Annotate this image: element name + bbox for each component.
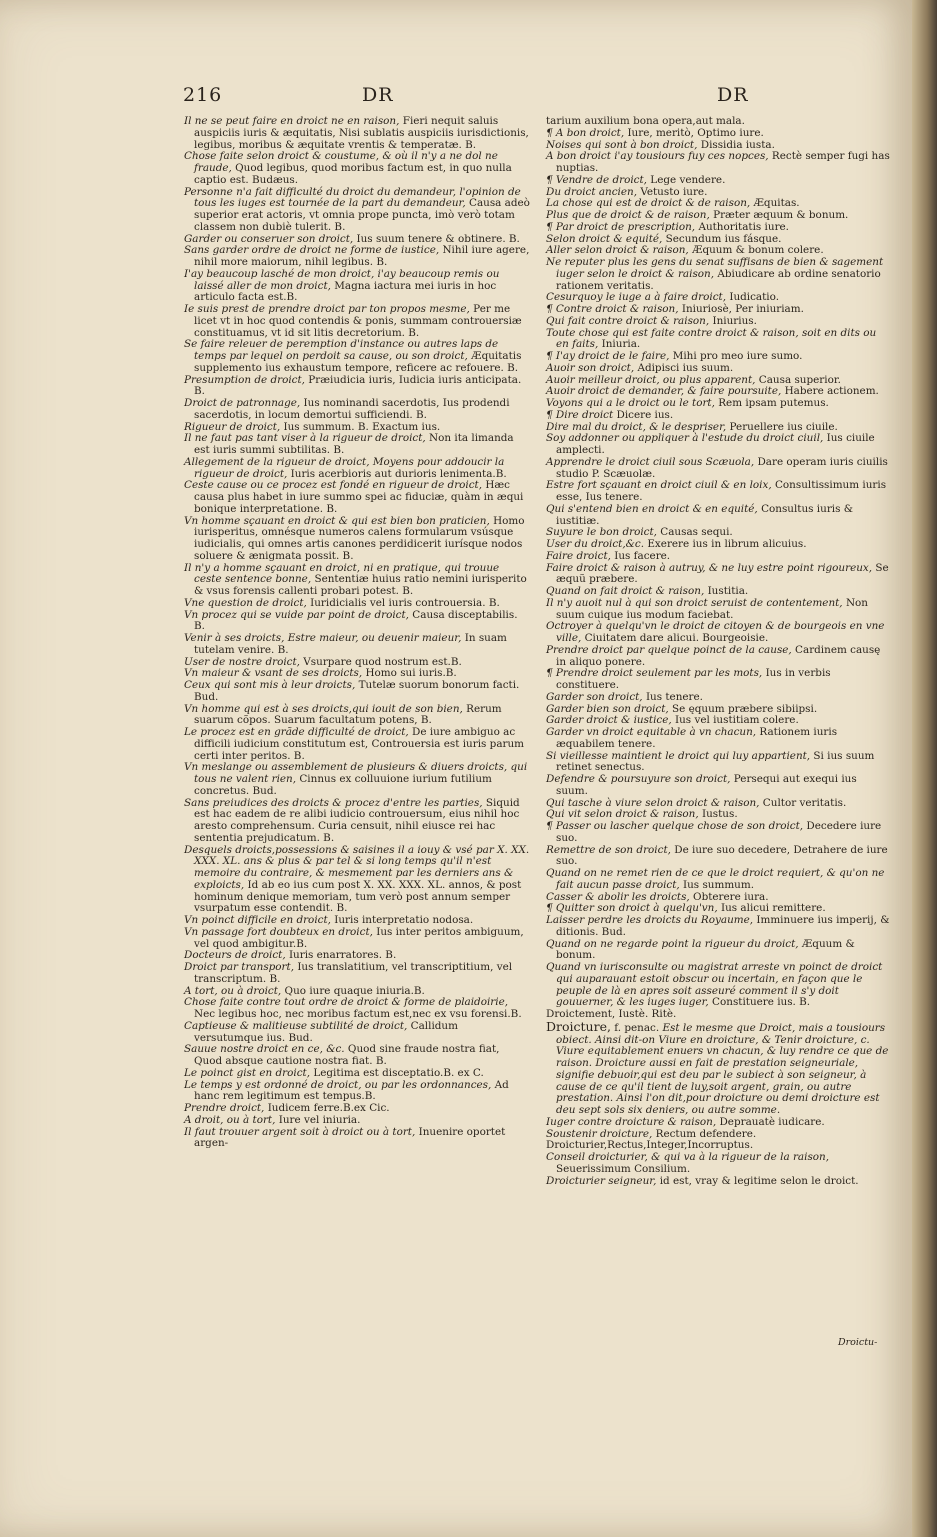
dictionary-entry — [184, 845, 530, 916]
entry-latin: Droicturier,Rectus,Integer,Incorruptus. — [546, 1139, 754, 1152]
dictionary-entry — [546, 1018, 890, 1117]
entry-latin: Ius ciuile amplecti. — [556, 432, 875, 456]
entry-french: Il ne faut pas tant viser à la rigueur de droict, — [184, 432, 426, 445]
dictionary-entry — [546, 457, 890, 481]
entry-latin: Imminuere ius imperij, & ditionis. Bud. — [556, 914, 890, 938]
entry-french: Vn maieur & vsant de ses droicts, — [184, 667, 363, 680]
entry-latin: Non ita limanda est iuris summi subtilitas. B. — [194, 432, 514, 456]
entry-french: Sans garder ordre de droict ne forme de iustice, — [184, 244, 440, 257]
entry-french: Sauue nostre droict en ce, &c. — [184, 1043, 345, 1056]
entry-headword: Droicture, — [546, 1018, 611, 1034]
entry-french: A tort, ou à droict, — [184, 984, 282, 997]
entry-latin: Iniurius. — [712, 314, 757, 327]
entry-latin: Quo iure quaque iniuria.B. — [284, 984, 425, 997]
dictionary-entry — [546, 1152, 890, 1176]
entry-latin: Id ab eo ius cum post X. XX. XXX. XL. annos, & post hominum denique memoriam, tum verò post annum semper vsurpatum esse contendit. B. — [194, 878, 522, 915]
entry-latin: tarium auxilium bona opera,aut mala. — [546, 115, 745, 127]
dictionary-entry — [546, 563, 890, 587]
dictionary-entry — [546, 751, 890, 775]
entry-latin: Per me licet vt in hoc quod contendis & ponis, summam controuersiæ constituamus, vt id sit litis decretorium. B. — [194, 303, 522, 339]
dictionary-entry — [184, 457, 530, 481]
dictionary-entry — [184, 433, 530, 457]
entry-latin: Consultissimum iuris esse, Ius tenere. — [556, 479, 887, 503]
entry-french: Le procez est en grãde difficulté de droict, — [184, 726, 409, 738]
entry-latin: Rationem iuris æquabilem tenere. — [556, 726, 838, 750]
entry-latin: Iure, meritò, Optimo iure. — [627, 126, 764, 139]
entry-french: La chose qui est de droict & de raison, — [546, 197, 751, 210]
entry-latin: Ius alicui remittere. — [721, 902, 826, 915]
entry-latin: Iustitia. — [707, 585, 749, 597]
entry-french: Garder son droict, — [546, 690, 643, 703]
running-header-right: DR — [717, 84, 749, 106]
entry-french: Laisser perdre les droicts du Royaume, — [546, 914, 754, 926]
entry-latin: Fieri nequit saluis auspiciis iuris & æquitatis, Nisi sublatis auspiciis iurisdictionis, legibus, moribus & æquitate vrentis & temperatæ. B. — [194, 115, 529, 151]
entry-french: Qui vit selon droict & raison, — [546, 808, 699, 821]
entry-french: ¶ Prendre droict seulement par les mots, — [546, 667, 763, 680]
entry-french: Vn meslange ou assemblement de plusieurs & diuers droicts, qui tous ne valent rien, — [184, 761, 528, 785]
dictionary-entry — [184, 375, 530, 399]
entry-latin: Nec legibus hoc, nec moribus factum est,nec ex vsu forensi.B. — [194, 1008, 522, 1020]
right-column — [546, 116, 890, 1187]
dictionary-entry — [546, 645, 890, 669]
entry-latin: De iure ambiguo ac difficili iudicium constitutum est, Controuersia est iuris parum certi inter peritos. B. — [194, 726, 525, 762]
entry-latin: Æquitatis supplemento ius exhaustum tempore, reficere ac refouere. B. — [194, 350, 522, 374]
entry-latin: Vetusto iure. — [640, 185, 708, 198]
entry-french: Casser & abolir les droicts, — [546, 890, 690, 903]
dictionary-entry — [184, 1080, 530, 1104]
entry-french: Docteurs de droict, — [184, 949, 286, 962]
entry-latin: Ius inter peritos ambiguum, vel quod ambigitur.B. — [194, 925, 524, 950]
entry-french: Auoir droict de demander, & faire poursuite, — [546, 385, 782, 398]
dictionary-entry — [184, 269, 530, 304]
entry-latin: Persequi aut exequi ius suum. — [556, 773, 857, 797]
entry-latin: Secundum ius fásque. — [665, 232, 782, 245]
entry-latin: Rectè semper fugi has nuptias. — [556, 150, 890, 174]
entry-latin: Cinnus ex colluuione iurium futilium concretus. Bud. — [194, 773, 492, 797]
entry-latin: Siquid est hac eadem de re alibi iudicio controuersum, eius nihil hoc aresto comprehensum. Curia censuit, nihil eiusce rei hac sententia prejudicatum. B. — [194, 796, 520, 844]
entry-latin: Ciuitatem dare alicui. Bourgeoisie. — [584, 632, 769, 644]
entry-french: Vn poinct difficile en droict, — [184, 914, 331, 926]
entry-french: Auoir meilleur droict, ou plus apparent, — [546, 373, 756, 386]
entry-french: Sans preiudices des droicts & procez d'entre les parties, — [184, 796, 483, 809]
entry-french: I'ay beaucoup lasché de mon droict, i'ay beaucoup remis ou laissé aller de mon droict, — [184, 267, 500, 292]
entry-french: Quand on ne regarde point la rigueur du droict, — [546, 937, 799, 950]
entry-latin: Se æquũ præbere. — [556, 561, 889, 586]
dictionary-entry — [546, 433, 890, 457]
entry-latin: Ius vel iustitiam colere. — [675, 714, 799, 727]
dictionary-entry — [184, 727, 530, 762]
entry-french: Droict de patronnage, — [184, 397, 301, 409]
entry-french: Suyure le bon droict, — [546, 526, 657, 539]
entry-latin: Callidum versutumque ius. Bud. — [194, 1019, 458, 1044]
entry-french: Vne question de droict, — [184, 596, 307, 609]
entry-french: Vn homme qui est à ses droicts,qui iouit de son bien, — [184, 702, 463, 715]
entry-latin: Ius translatitium, vel transcriptitium, vel transcriptum. B. — [194, 961, 513, 985]
book-gutter — [912, 0, 937, 1537]
entry-french: Ceste cause ou ce procez est fondé en rigueur de droict, — [184, 479, 483, 492]
entry-latin: Æquitas. — [753, 197, 800, 210]
dictionary-entry — [546, 328, 890, 352]
entry-french: Faire droict & raison à autruy, & ne luy estre point rigoureux, — [546, 561, 873, 574]
dictionary-entry — [184, 704, 530, 728]
entry-latin: Authoritatis iure. — [698, 220, 789, 233]
entry-french: ¶ Dire droict — [546, 408, 614, 421]
entry-french: Estre fort sçauant en droict ciuil & en loix, — [546, 479, 772, 492]
entry-french: Aller selon droict & raison, — [546, 244, 689, 257]
dictionary-entry — [546, 727, 890, 751]
entry-latin: Iuridicialis vel iuris controuersia. B. — [310, 596, 500, 609]
entry-french: Droict par transport, — [184, 961, 295, 973]
entry-latin: Causas sequi. — [660, 526, 733, 539]
entry-french: Qui tasche à viure selon droict & raison, — [546, 796, 760, 809]
entry-french: Iuger contre droicture & raison, — [546, 1115, 717, 1128]
running-header-left: DR — [362, 84, 394, 106]
entry-french: ¶ Quitter son droict à quelqu'vn, — [546, 902, 718, 915]
entry-french: Il ne se peut faire en droict ne en raison, — [184, 115, 400, 127]
entry-french: Venir à ses droicts, Estre maieur, ou deuenir maieur, — [184, 632, 462, 644]
dictionary-entry — [184, 1044, 530, 1068]
entry-latin: Iniuria. — [601, 338, 641, 351]
entry-french: Quand vn iurisconsulte ou magistrat arreste vn poinct de droict qui auparauant estoit obscur ou incertain, en façon que le peuple de là en apres soit asseuré comment il s'y doit gouuerner, & les iuges iuger, — [546, 961, 883, 1009]
entry-latin: Dissidia iusta. — [700, 138, 775, 151]
dictionary-entry — [184, 245, 530, 269]
entry-french: Garder bien son droict, — [546, 702, 669, 715]
entry-latin: Iniuriosè, Per iniuriam. — [681, 303, 804, 315]
entry-latin: Tutelæ suorum bonorum facti. Bud. — [194, 679, 520, 703]
entry-french: Ceux qui sont mis à leur droicts, — [184, 679, 356, 691]
entry-latin: Exerere ius in librum alicuius. — [647, 538, 807, 550]
dictionary-entry — [184, 1021, 530, 1045]
entry-french: Apprendre le droict ciuil sous Scæuola, — [546, 455, 755, 468]
entry-latin: Peruellere ius ciuile. — [729, 420, 838, 433]
entry-french: A droit, ou à tort, — [184, 1113, 276, 1126]
entry-french: Conseil droicturier, & qui va à la rigueur de la raison, — [546, 1151, 830, 1163]
entry-french: Noises qui sont à bon droict, — [546, 138, 698, 151]
entry-french: Cesurquoy le iuge a à faire droict, — [546, 291, 727, 304]
entry-french: Est le mesme que Droict, mais a tousiours obiect. Ainsi dit-on Viure en droicture, & Tenir droicture, c. Viure equitablement enuers vn chacun, & luy rendre ce que de raison. Droicture aussi en fait de prestation seigneuriale, signifie debuoir,qui est deu par le subiect à son seigneur, à cause de ce qu'il tient de luy,soit argent, grain, ou autre prestation. Ainsi l'on dit,pour droicture ou demi droicture est deu sept sols six deniers, ou autre somme. — [556, 1021, 889, 1116]
dictionary-entry — [546, 480, 890, 504]
entry-latin: Causa adeò superior erat actoris, vt omnia prope puncta, imò verò totam classem non dubiè tulerit. B. — [194, 197, 530, 233]
entry-latin: Iudicem ferre.B.ex Cic. — [267, 1102, 390, 1114]
entry-latin: Cultor veritatis. — [762, 796, 847, 809]
entry-french: Il n'y a homme sçauant en droict, ni en pratique, qui trouue ceste sentence bonne, — [184, 561, 500, 586]
entry-french: ¶ Passer ou lascher quelque chose de son droict, — [546, 820, 804, 832]
entry-french: Le poinct gist en droict, — [184, 1066, 310, 1079]
dictionary-entry — [546, 962, 890, 1009]
entry-french: Soustenir droicture, — [546, 1127, 653, 1140]
dictionary-entry — [184, 304, 530, 339]
entry-latin: Ad hanc rem legitimum est tempus.B. — [194, 1078, 509, 1103]
entry-latin: Non suum cuique ius modum faciebat. — [556, 596, 868, 621]
catchword: Droictu- — [838, 1337, 878, 1348]
entry-latin: Æquum & bonum colere. — [692, 244, 824, 257]
left-column — [184, 116, 530, 1150]
entry-latin: Magna iactura mei iuris in hoc articulo facta est.B. — [194, 279, 497, 304]
entry-french: Quand on fait droict & raison, — [546, 585, 705, 597]
entry-latin: Iuris acerbioris aut durioris lenimenta.B. — [290, 467, 507, 480]
entry-latin: Præter æquum & bonum. — [713, 209, 849, 221]
entry-french: Vn homme sçauant en droict & qui est bien bon praticien, — [184, 514, 490, 527]
entry-french: Ne reputer plus les gens du senat suffisans de bien & sagement iuger selon le droict & raison, — [546, 256, 884, 280]
entry-latin: Ius tenere. — [645, 690, 703, 703]
entry-latin: Sententiæ huius ratio nemini iurisperito & vsus forensis callenti probari potest. B. — [194, 573, 527, 597]
entry-latin: Deprauatè iudicare. — [719, 1115, 825, 1128]
dictionary-entry — [546, 151, 890, 175]
entry-french: User du droict,&c. — [546, 538, 645, 550]
entry-french: ¶ Vendre de droict, — [546, 173, 647, 186]
entry-latin: Dare operam iuris ciuilis studio P. Scæuolæ. — [556, 455, 888, 480]
entry-french: Vn procez qui se vuide par point de droict, — [184, 608, 409, 621]
dictionary-entry — [184, 563, 530, 598]
entry-latin: Æquum & bonum. — [556, 937, 855, 962]
entry-latin: Homo sui iuris.B. — [365, 667, 457, 680]
entry-french: Vn passage fort doubteux en droict, — [184, 925, 373, 938]
entry-french: Rigueur de droict, — [184, 420, 281, 433]
entry-latin: Ius facere. — [614, 549, 671, 562]
dictionary-entry — [546, 915, 890, 939]
entry-latin: Adipisci ius suum. — [637, 361, 734, 374]
entry-latin: De iure suo decedere, Detrahere de iure suo. — [556, 843, 888, 868]
entry-latin: Hæc causa plus habet in iure summo spei ac fiduciæ, quàm in æqui bonique interpretatione. B. — [194, 479, 524, 515]
entry-latin: Nihil iure agere, nihil more maiorum, nihil legibus. B. — [194, 244, 530, 268]
entry-latin: Iure vel iniuria. — [278, 1113, 361, 1126]
entry-french: Remettre de son droict, — [546, 843, 671, 856]
dictionary-entry — [546, 939, 890, 963]
entry-french: Si vieillesse maintient le droict qui luy appartient, — [546, 749, 811, 762]
entry-latin: Ius summum. — [683, 878, 755, 891]
entry-french: Selon droict & equité, — [546, 232, 663, 245]
entry-french: Faire droict, — [546, 549, 611, 562]
entry-french: Garder droict & iustice, — [546, 714, 672, 727]
entry-latin: Lege vendere. — [650, 173, 726, 186]
page-number: 216 — [183, 84, 223, 106]
dictionary-entry — [184, 1127, 530, 1151]
dictionary-entry — [546, 1176, 890, 1188]
entry-latin: Mihi pro meo iure sumo. — [672, 350, 803, 362]
entry-french: Desquels droicts,possessions & saisines il a iouy & vsé par X. XX. XXX. XL. ans & plus & par tel & si long temps qu'il n'est memoire du contraire, & mesmement par les derniers ans & exploicts, — [184, 843, 530, 891]
entry-latin: Homo iurisperitus, omnésque numeros calens formularum vsúsque iudicialis, qui omnes artis canones perdidicerit iurísque nodos soluere & ænigmata possit. B. — [194, 514, 525, 562]
entry-latin: Rerum suarum cõpos. Suarum facultatum potens, B. — [194, 702, 502, 727]
dictionary-entry — [184, 762, 530, 797]
entry-latin: id est, vray & legitime selon le droict. — [659, 1174, 859, 1187]
dictionary-entry — [184, 116, 530, 151]
entry-latin: Causa disceptabilis. B. — [194, 608, 518, 633]
entry-latin: Decedere iure suo. — [556, 820, 882, 844]
dictionary-entry — [546, 257, 890, 292]
entry-french: Captieuse & malitieuse subtilité de droict, — [184, 1019, 408, 1032]
entry-french: Ie suis prest de prendre droict par ton propos mesme, — [184, 303, 470, 315]
dictionary-entry — [184, 516, 530, 563]
entry-latin: Vsurpare quod nostrum est.B. — [303, 655, 462, 668]
dictionary-entry — [184, 962, 530, 986]
entry-latin: Iuris interpretatio nodosa. — [334, 914, 474, 926]
dictionary-entry — [546, 621, 890, 645]
entry-french: Droicturier seigneur, — [546, 1174, 657, 1187]
entry-french: Prendre droict, — [184, 1102, 265, 1114]
entry-french: Plus que de droict & de raison, — [546, 209, 710, 221]
entry-latin: Ius in verbis constituere. — [556, 667, 831, 691]
entry-latin: Quod legibus, quod moribus factum est, in quo nulla captio est. Budæus. — [194, 162, 512, 186]
entry-french: Du droict ancien, — [546, 185, 637, 198]
entry-french: Qui fait contre droict & raison, — [546, 314, 710, 327]
entry-french: Garder ou conseruer son droict, — [184, 232, 354, 245]
entry-french: Quand on ne remet rien de ce que le droict requiert, & qu'on ne fait aucun passe droict, — [546, 867, 885, 891]
entry-latin: Seuerissimum Consilium. — [556, 1162, 691, 1175]
dictionary-entry — [184, 680, 530, 704]
entry-latin: Rem ipsam putemus. — [718, 397, 829, 409]
dictionary-entry — [546, 668, 890, 692]
entry-french: Auoir son droict, — [546, 361, 635, 374]
entry-latin: Consultus iuris & iustitiæ. — [556, 502, 854, 527]
entry-latin: Ius nominandi sacerdotis, Ius prodendi sacerdotis, in locum demortui sufficiendi. B. — [194, 397, 510, 421]
entry-latin: Iudicatio. — [729, 291, 780, 304]
entry-french: ¶ I'ay droict de le faire, — [546, 350, 670, 362]
entry-french: Garder vn droict equitable à vn chacun, — [546, 726, 757, 738]
entry-latin: Ius suum tenere & obtinere. B. — [356, 232, 520, 245]
entry-latin: Præiudicia iuris, Iudicia iuris anticipata. B. — [194, 373, 522, 398]
entry-latin: Habere actionem. — [784, 385, 879, 398]
dictionary-entry — [184, 927, 530, 951]
dictionary-entry — [184, 633, 530, 657]
entry-latin: Causa superior. — [758, 373, 841, 386]
entry-latin: Legitima est disceptatio.B. ex C. — [313, 1066, 484, 1079]
entry-french: Octroyer à quelqu'vn le droict de citoyen & de bourgeois en vne ville, — [546, 620, 885, 644]
entry-latin: Constituere ius. B. — [712, 996, 811, 1009]
entry-latin: Inuenire oportet argen- — [194, 1125, 506, 1150]
entry-french: Personne n'a fait difficulté du droict du demandeur, l'opinion de tous les iuges est tournée de la part du demandeur, — [184, 185, 521, 210]
dictionary-entry — [184, 480, 530, 515]
dictionary-entry — [184, 798, 530, 845]
entry-latin: Iustus. — [702, 808, 738, 821]
entry-latin: Quod sine fraude nostra fiat, Quod absque cautione nostra fiat. B. — [194, 1043, 500, 1067]
entry-french: Il n'y auoit nul à qui son droict seruist de contentement, — [546, 596, 843, 609]
dictionary-entry — [184, 610, 530, 634]
dictionary-entry — [184, 339, 530, 374]
dictionary-entry — [546, 598, 890, 622]
entry-french: User de nostre droict, — [184, 655, 300, 668]
entry-french: Voyons qui a le droict ou le tort, — [546, 397, 715, 409]
entry-latin: Dicere ius. — [616, 408, 674, 421]
entry-french: Soy addonner ou appliquer à l'estude du droict ciuil, — [546, 432, 824, 445]
entry-french: Chose faite contre tout ordre de droict & forme de plaidoirie, — [184, 996, 509, 1009]
dictionary-entry — [184, 151, 530, 186]
dictionary-entry — [184, 398, 530, 422]
entry-latin: Iuris enarratores. B. — [288, 949, 397, 962]
entry-french: ¶ Par droict de prescription, — [546, 220, 696, 233]
entry-french: Toute chose qui est faite contre droict & raison, soit en dits ou en faits, — [546, 326, 877, 351]
entry-french: Qui s'entend bien en droict & en equité, — [546, 502, 758, 515]
entry-latin: Ius summum. B. Exactum ius. — [283, 420, 441, 433]
entry-latin: Se ęquum præbere sibiipsi. — [672, 702, 818, 715]
entry-latin: Si ius suum retinet senectus. — [556, 749, 875, 774]
entry-french: Defendre & poursuyure son droict, — [546, 773, 731, 785]
dictionary-entry — [546, 504, 890, 528]
entry-french: Dire mal du droict, & le despriser, — [546, 420, 727, 433]
entry-latin: f. penac. — [614, 1021, 660, 1034]
dictionary-entry — [546, 774, 890, 798]
entry-french: Il faut trouuer argent soit à droict ou à tort, — [184, 1125, 416, 1138]
entry-french: A bon droict i'ay tousiours fuy ces nopces, — [546, 150, 769, 163]
entry-french: ¶ A bon droict, — [546, 126, 625, 139]
dictionary-entry — [184, 997, 530, 1021]
dictionary-entry — [546, 821, 890, 845]
entry-latin: In suam tutelam venire. B. — [194, 632, 507, 656]
entry-french: Presumption de droict, — [184, 373, 305, 386]
entry-latin: Cardinem causę in aliquo ponere. — [556, 643, 881, 668]
entry-latin: Abiudicare ab ordine senatorio rationem veritatis. — [556, 267, 881, 292]
entry-french: Se faire releuer de peremption d'instance ou autres laps de temps par lequel on perdoit sa cause, ou son droict, — [184, 338, 499, 362]
entry-french: ¶ Contre droict & raison, — [546, 303, 679, 315]
entry-latin: Droictement, Iustè. Ritè. — [546, 1008, 677, 1020]
entry-latin: Rectum defendere. — [655, 1127, 757, 1140]
entry-french: Chose faite selon droict & coustume, & où il n'y a ne dol ne fraude, — [184, 150, 498, 174]
dictionary-entry — [546, 868, 890, 892]
entry-french: Prendre droict par quelque poinct de la cause, — [546, 643, 792, 656]
dictionary-entry — [546, 845, 890, 869]
entry-french: Allegement de la rigueur de droict, Moyens pour addoucir la rigueur de droict, — [184, 455, 505, 480]
dictionary-entry — [184, 187, 530, 234]
entry-french: Le temps y est ordonné de droict, ou par les ordonnances, — [184, 1078, 492, 1091]
entry-latin: Obterere iura. — [693, 890, 769, 903]
